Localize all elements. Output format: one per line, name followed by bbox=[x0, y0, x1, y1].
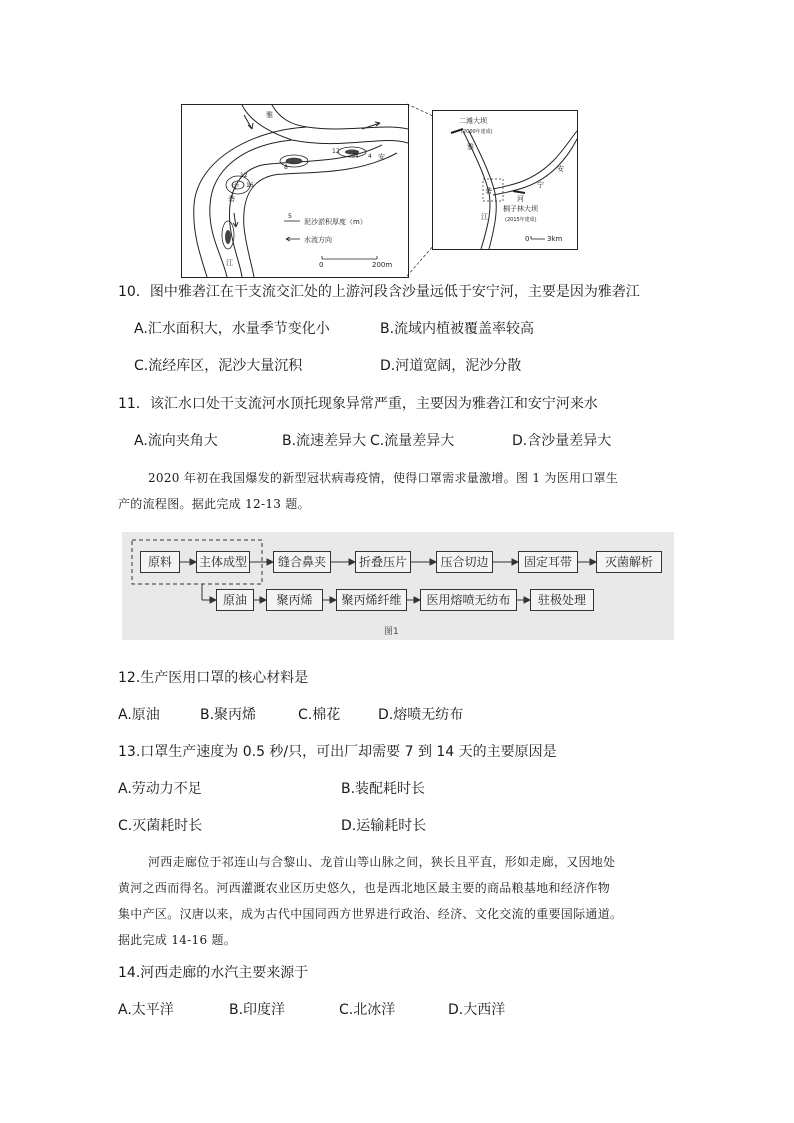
intro-hexi-line2: 黄河之西而得名。河西灌溉农业区历史悠久，也是西北地区最主要的商品粮基地和经济作物 bbox=[118, 881, 611, 895]
flow-step-nose-clip: 缝合鼻夹 bbox=[273, 551, 331, 573]
flow-step-pp-fiber: 聚丙烯纤维 bbox=[336, 589, 407, 611]
q11-option-a: A.流向夹角大 bbox=[134, 433, 218, 449]
q12-option-c: C.棉花 bbox=[298, 707, 341, 723]
question-10-stem: 10．图中雅砻江在干支流交汇处的上游河段含沙量远低于安宁河，主要是因为雅砻江 bbox=[118, 284, 640, 300]
inset-dam2-year: (2015年建成) bbox=[505, 217, 537, 223]
inset-map bbox=[433, 111, 577, 249]
inset-place-label: 雅 bbox=[467, 143, 474, 151]
question-14-stem: 14.河西走廊的水汽主要来源于 bbox=[118, 965, 309, 981]
q14-option-b: B.印度洋 bbox=[229, 1002, 286, 1018]
q10-option-b: B.流域内植被覆盖率较高 bbox=[380, 321, 535, 337]
q12-option-b: B.聚丙烯 bbox=[200, 707, 257, 723]
legend-contour-value: 5 bbox=[288, 213, 292, 220]
place-label: 安 bbox=[378, 153, 385, 161]
inset-place-label: 河 bbox=[517, 195, 524, 203]
q10-option-d: D.河道宽阔，泥沙分散 bbox=[380, 358, 522, 374]
inset-place-label: 砻 bbox=[485, 187, 492, 195]
place-label: 江 bbox=[226, 259, 233, 267]
flow-step-meltblown: 医用熔喷无纺布 bbox=[420, 589, 517, 611]
flow-step-sterilize: 灭菌解析 bbox=[596, 551, 662, 573]
place-label: 河 bbox=[352, 151, 359, 159]
place-label: 宁 bbox=[232, 183, 239, 191]
q13-option-c: C.灭菌耗时长 bbox=[118, 818, 203, 834]
map-figure-inset bbox=[432, 110, 578, 250]
map-figure-main bbox=[181, 104, 409, 278]
scale-zero: 0 bbox=[319, 261, 324, 269]
inset-place-label: 江 bbox=[481, 213, 488, 221]
intro-hexi-line1: 河西走廊位于祁连山与合黎山、龙首山等山脉之间，狭长且平直，形如走廊，又因地处 bbox=[148, 855, 616, 869]
flow-step-ear-loop: 固定耳带 bbox=[518, 551, 578, 573]
contour-label: 12 bbox=[332, 148, 340, 155]
contour-label: 16 bbox=[246, 182, 254, 189]
inset-dam2-label: 桐子林大坝 bbox=[503, 205, 538, 213]
q14-option-d: D.大西洋 bbox=[448, 1002, 506, 1018]
flow-step-polypropylene: 聚丙烯 bbox=[266, 589, 323, 611]
flowchart-caption: 图1 bbox=[384, 627, 399, 637]
intro-hexi-line3: 集中产区。汉唐以来，成为古代中国同西方世界进行政治、经济、文化交流的重要国际通道。 bbox=[118, 907, 623, 921]
inset-scale-zero: 0 bbox=[525, 235, 530, 243]
flow-step-electret: 驻极处理 bbox=[530, 589, 594, 611]
flow-step-raw-material: 原料 bbox=[140, 551, 180, 573]
inset-scale-value: 3km bbox=[547, 235, 563, 243]
contour-label: 12 bbox=[240, 172, 248, 179]
question-12-stem: 12.生产医用口罩的核心材料是 bbox=[118, 670, 309, 686]
legend-flow-label: 水流方向 bbox=[304, 236, 332, 244]
inset-dam1-year: (2000年建成) bbox=[461, 129, 493, 135]
inset-place-label: 宁 bbox=[537, 181, 544, 189]
q13-option-d: D.运输耗时长 bbox=[341, 818, 427, 834]
inset-dam1-label: 二滩大坝 bbox=[459, 117, 487, 125]
legend-thickness-label: 泥沙淤积厚度（m） bbox=[304, 218, 367, 226]
flow-step-fold-press: 折叠压片 bbox=[355, 551, 411, 573]
q10-option-c: C.流经库区，泥沙大量沉积 bbox=[134, 358, 303, 374]
question-11-stem: 11．该汇水口处干支流河水顶托现象异常严重，主要因为雅砻江和安宁河来水 bbox=[118, 396, 598, 412]
inset-place-label: 安 bbox=[557, 165, 564, 173]
contour-label: 8 bbox=[284, 164, 288, 171]
q14-option-a: A.太平洋 bbox=[118, 1002, 174, 1018]
q13-option-b: B.装配耗时长 bbox=[341, 781, 426, 797]
flow-step-body-forming: 主体成型 bbox=[196, 551, 250, 573]
intro-mask-line2: 产的流程图。据此完成 12-13 题。 bbox=[118, 497, 310, 511]
intro-mask-line1: 2020 年初在我国爆发的新型冠状病毒疫情，使得口罩需求量激增。图 1 为医用口罩生 bbox=[148, 471, 619, 485]
mask-production-flowchart bbox=[122, 532, 674, 640]
q11-option-d: D.含沙量差异大 bbox=[512, 433, 612, 449]
scale-main: 200m bbox=[372, 261, 393, 269]
q14-option-c: C.北冰洋 bbox=[339, 1002, 396, 1018]
river-confluence-map bbox=[182, 105, 408, 277]
place-label: 砻 bbox=[228, 195, 235, 203]
q10-option-a: A.汇水面积大，水量季节变化小 bbox=[134, 321, 330, 337]
q12-option-d: D.熔喷无纺布 bbox=[378, 707, 464, 723]
place-label: 雅 bbox=[266, 111, 273, 119]
q11-option-c: C.流量差异大 bbox=[370, 433, 455, 449]
question-13-stem: 13.口罩生产速度为 0.5 秒/只，可出厂却需要 7 到 14 天的主要原因是 bbox=[118, 744, 557, 760]
flow-step-seal-cut: 压合切边 bbox=[436, 551, 493, 573]
intro-hexi-line4: 据此完成 14-16 题。 bbox=[118, 933, 237, 947]
flow-step-crude-oil: 原油 bbox=[216, 589, 254, 611]
contour-label: 4 bbox=[368, 153, 372, 160]
q12-option-a: A.原油 bbox=[118, 707, 160, 723]
q11-option-b: B.流速差异大 bbox=[282, 433, 367, 449]
q13-option-a: A.劳动力不足 bbox=[118, 781, 202, 797]
